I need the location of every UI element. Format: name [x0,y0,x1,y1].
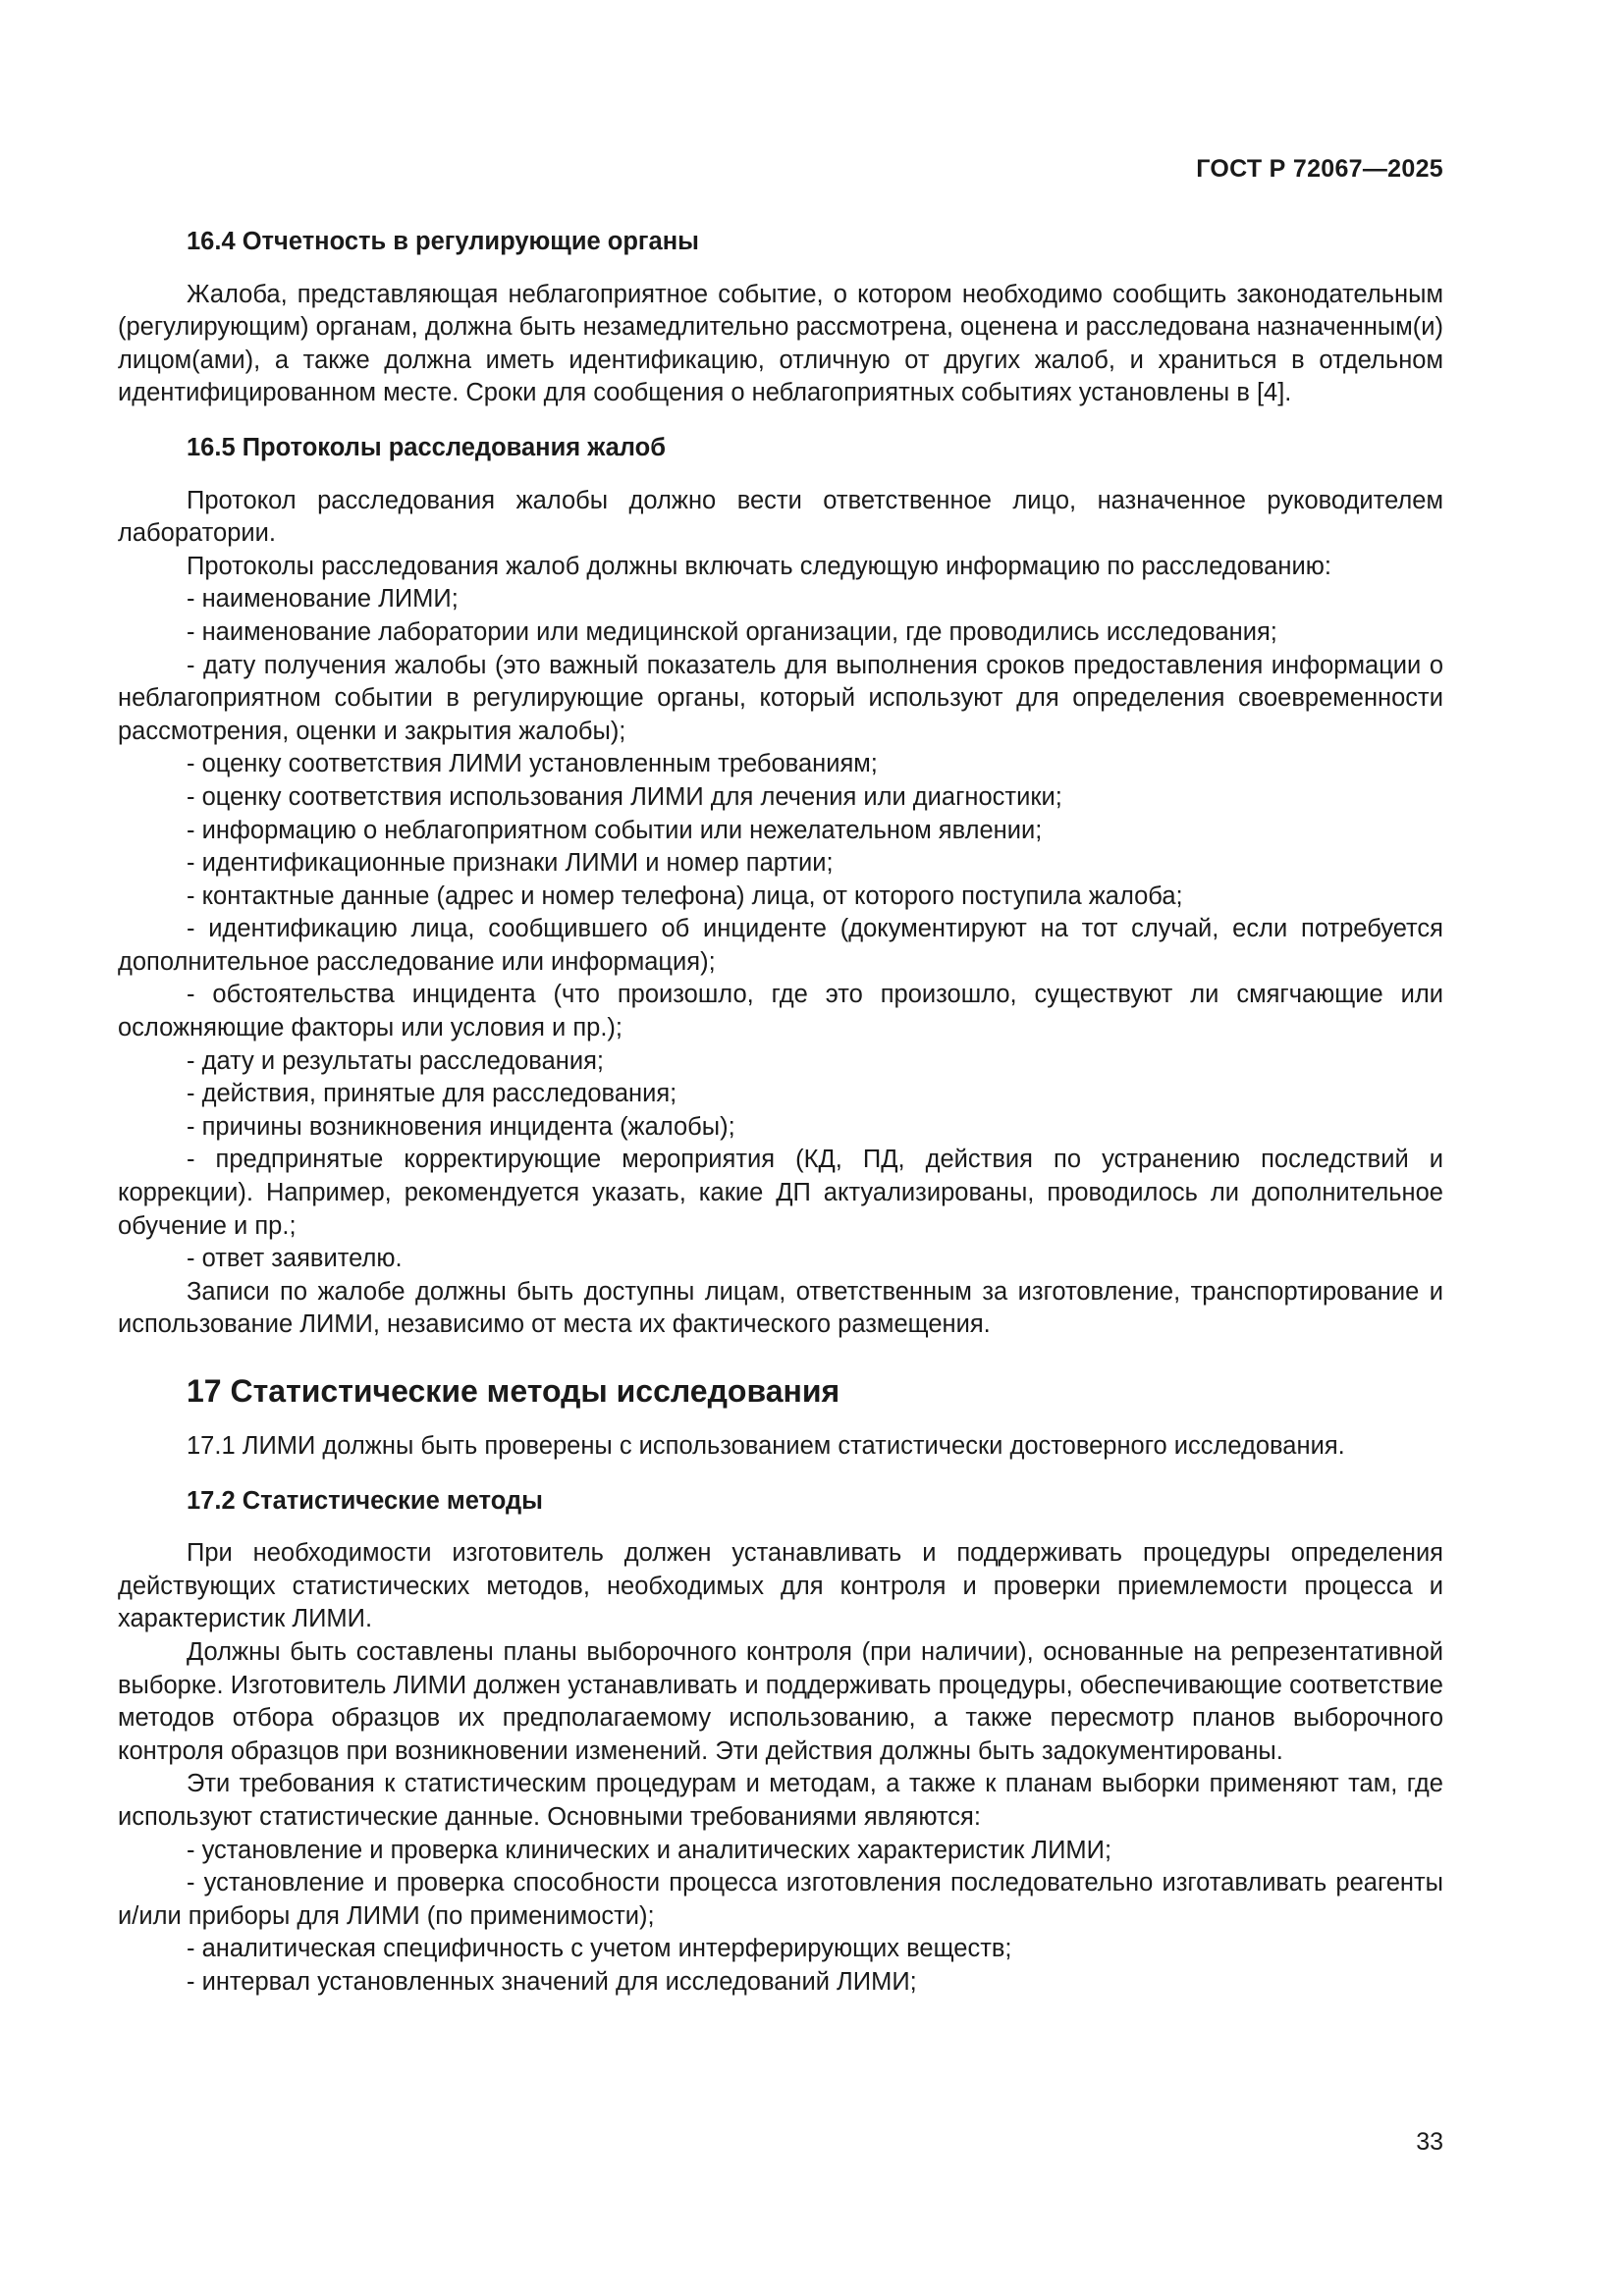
list-item: - обстоятельства инцидента (что произошло, где это произошло, существуют ли смягчающие или осложняющие факторы или условия и пр.); [118,981,1443,1042]
section-16-5-intro: Протоколы расследования жалоб должны включать следующую информацию по расследованию: [187,552,1331,580]
list-item: - наименование ЛИМИ; [187,585,459,614]
list-item: - наименование лаборатории или медицинской организации, где проводились исследования; [187,617,1277,646]
list-item: - дату получения жалобы (это важный показатель для выполнения сроков предоставления информации о неблагоприятном событии в регулирующие органы, который используют для определения своевременности рассмотрения, оценки и закрытия жалобы); [118,651,1443,745]
section-16-5-title: 16.5 Протоколы расследования жалоб [187,433,666,461]
section-17-2-paragraph: Эти требования к статистическим процедурам и методам, а также к планам выборки применяют там, где используют статистические данные. Основными требованиями являются: [118,1770,1443,1831]
list-item: - оценку соответствия использования ЛИМИ для лечения или диагностики; [187,782,1062,811]
section-17-1-paragraph: 17.1 ЛИМИ должны быть проверены с использованием статистически достоверного исследования. [187,1432,1345,1460]
list-item: - установление и проверка клинических и аналитических характеристик ЛИМИ; [187,1836,1112,1864]
page-number: 33 [1416,2128,1443,2156]
section-17-2-paragraph: Должны быть составлены планы выборочного контроля (при наличии), основанные на репрезентативной выборке. Изготовитель ЛИМИ должен устанавливать и поддерживать процедуры, обеспечивающие соответствие методов отбора образцов их предполагаемому использованию, а также пересмотр планов выборочного контроля образцов при возникновении изменений. Эти действия должны быть задокументированы. [118,1637,1443,1765]
list-item: - действия, принятые для расследования; [187,1080,677,1108]
list-item: - причины возникновения инцидента (жалобы); [187,1112,735,1141]
section-16-4-paragraph: Жалоба, представляющая неблагоприятное событие, о котором необходимо сообщить законодательным (регулирующим) органам, должна быть незамедлительно рассмотрена, оценена и расследована назначенным(и) лицом(ами), а также должна иметь идентификацию, отличную от других жалоб, и храниться в отдельном идентифицированном месте. Сроки для сообщения о неблагоприятных событиях установлены в [4]. [118,280,1443,407]
list-item: - ответ заявителю. [187,1245,403,1273]
section-16-4-title: 16.4 Отчетность в регулирующие органы [187,228,699,255]
document-body [118,226,1443,2000]
list-item: - аналитическая специфичность с учетом интерферирующих веществ; [187,1935,1012,1963]
list-item: - идентификацию лица, сообщившего об инциденте (документируют на тот случай, если потребуется дополнительное расследование или информация); [118,915,1443,976]
list-item: - дату и результаты расследования; [187,1046,604,1075]
document-number: ГОСТ Р 72067—2025 [1196,155,1443,183]
list-item: - контактные данные (адрес и номер телефона) лица, от которого поступила жалоба; [187,881,1183,910]
section-16-5-closing: Записи по жалобе должны быть доступны лицам, ответственным за изготовление, транспортирование и использование ЛИМИ, независимо от места их фактического размещения. [118,1277,1443,1339]
list-item: - оценку соответствия ЛИМИ установленным требованиям; [187,750,878,778]
list-item: - информацию о неблагоприятном событии или нежелательном явлении; [187,816,1043,844]
list-item: - интервал установленных значений для исследований ЛИМИ; [187,1967,917,1996]
section-16-5-intro: Протокол расследования жалобы должно вести ответственное лицо, назначенное руководителем лаборатории. [118,486,1443,548]
section-17-2-paragraph: При необходимости изготовитель должен устанавливать и поддерживать процедуры определения действующих статистических методов, необходимых для контроля и проверки приемлемости процесса и характеристик ЛИМИ. [118,1539,1443,1633]
section-17-title: 17 Статистические методы исследования [187,1373,840,1409]
list-item: - установление и проверка способности процесса изготовления последовательно изготавливать реагенты и/или приборы для ЛИМИ (по применимости); [118,1869,1443,1930]
list-item: - идентификационные признаки ЛИМИ и номер партии; [187,849,834,878]
list-item: - предпринятые корректирующие мероприятия (КД, ПД, действия по устранению последствий и коррекции). Например, рекомендуется указать, какие ДП актуализированы, проводилось ли дополнительное обучение и пр.; [118,1146,1443,1240]
section-17-2-title: 17.2 Статистические методы [187,1486,543,1515]
